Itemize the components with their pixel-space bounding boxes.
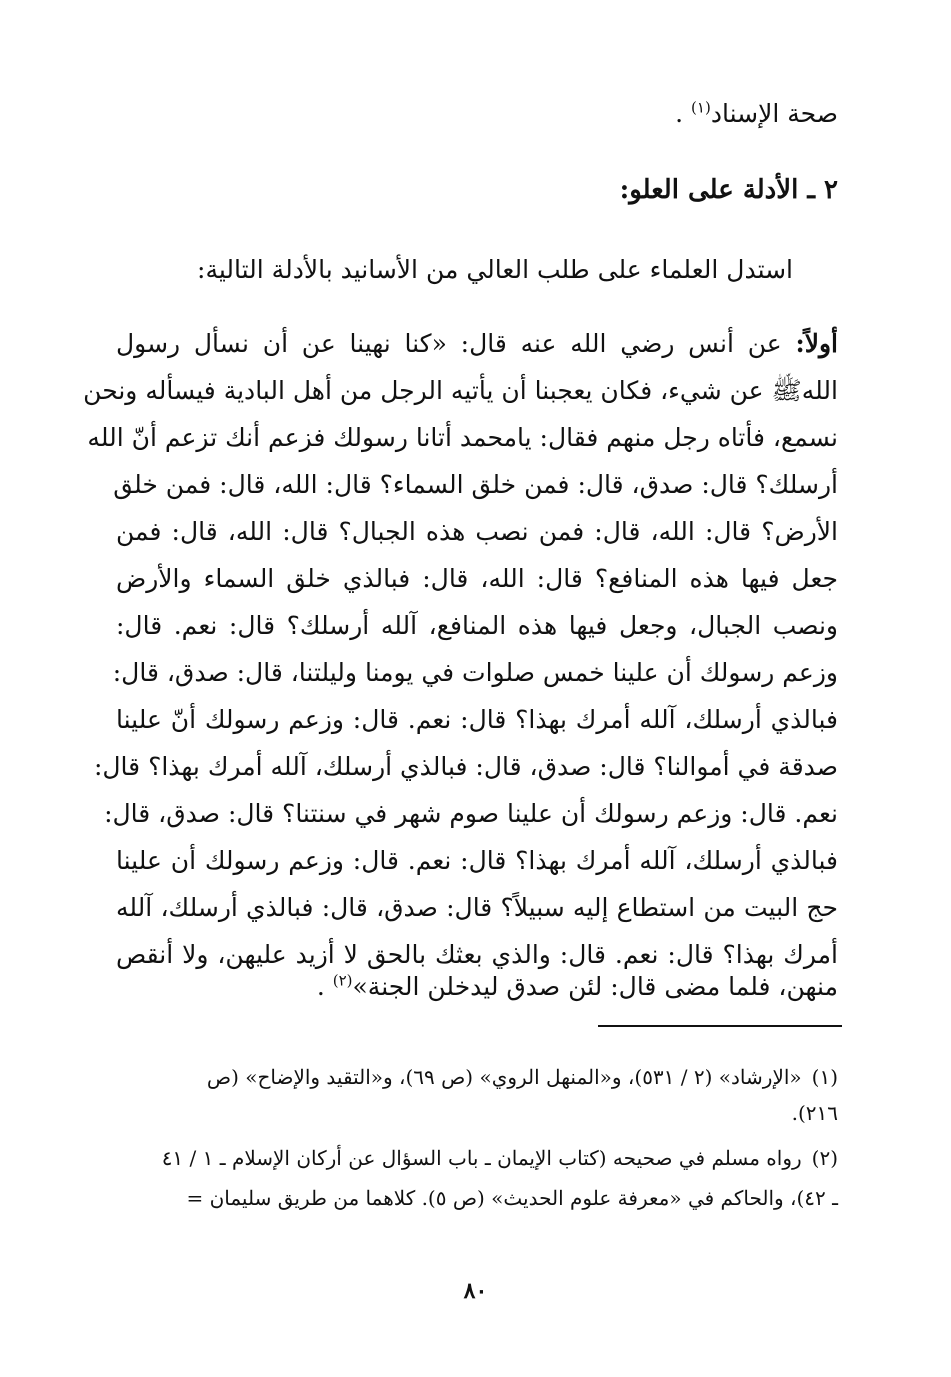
- footnote-1-continuation: ٢١٦).: [791, 1101, 838, 1125]
- body-line: فبالذي أرسلك، آلله أمرك بهذا؟ قال: نعم. قال: وزعم رسولك أن علينا: [116, 846, 838, 875]
- body-line: حج البيت من استطاع إليه سبيلاً؟ قال: صدق، قال: فبالذي أرسلك، آلله: [116, 893, 838, 922]
- footnote-1: [113, 1062, 838, 1092]
- opening-line: [675, 96, 838, 132]
- intro-line: استدل العلماء على طلب العالي من الأسانيد بالأدلة التالية:: [197, 255, 793, 284]
- footnote-2-continuation: ـ ٤٢)، والحاكم في «معرفة علوم الحديث» (ص ٥). كلاهما من طريق سليمان =: [186, 1186, 838, 1210]
- body-last-tail: .: [316, 972, 333, 1001]
- body-line: اللهﷺ عن شيء، فكان يعجبنا أن يأتيه الرجل من أهل البادية فيسأله ونحن: [83, 376, 838, 405]
- body-last-text: منهن، فلما مضى قال: لئن صدق ليدخلن الجنة»: [352, 972, 838, 1001]
- body-line: نسمع، فأتاه رجل منهم فقال: يامحمد أتانا رسولك فزعم أنك تزعم أنّ الله: [87, 423, 838, 452]
- footnote-ref-2[interactable]: (٢): [332, 971, 353, 990]
- footnote-2-number: (٢): [811, 1146, 838, 1170]
- body-line-text: عن أنس رضي الله عنه قال: «كنا نهينا عن أن نسأل رسول: [116, 329, 782, 358]
- footnote-2: [113, 1143, 838, 1173]
- footnote-separator: [598, 1025, 842, 1027]
- body-lead: أولاً:: [795, 329, 838, 358]
- section-heading: ٢ ـ الأدلة على العلو:: [619, 175, 838, 205]
- body-line: جعل فيها هذه المنافع؟ قال: الله، قال: فبالذي خلق السماء والأرض: [116, 564, 838, 593]
- body-last-line: [317, 969, 838, 1005]
- footnote-2-text: رواه مسلم في صحيحه (كتاب الإيمان ـ باب السؤال عن أركان الإسلام ـ ١ / ٤١: [161, 1146, 802, 1170]
- body-line: ونصب الجبال، وجعل فيها هذه المنافع، آلله أرسلك؟ قال: نعم. قال:: [116, 611, 838, 640]
- opening-tail: .: [675, 99, 692, 128]
- body-line: [116, 326, 838, 362]
- page-number: ٨٠: [463, 1278, 488, 1304]
- body-line: فبالذي أرسلك، آلله أمرك بهذا؟ قال: نعم. قال: وزعم رسولك أنّ علينا: [116, 705, 838, 734]
- opening-text: صحة الإسناد: [710, 99, 838, 128]
- body-line: صدقة في أموالنا؟ قال: صدق، قال: فبالذي أرسلك، آلله أمرك بهذا؟ قال:: [93, 752, 838, 781]
- body-line: أرسلك؟ قال: صدق، قال: فمن خلق السماء؟ قال: الله، قال: فمن خلق: [113, 470, 838, 499]
- footnote-1-text: «الإرشاد» (٢ / ٥٣١)، و«المنهل الروي» (ص ٦٩)، و«التقيد والإضاح» (ص: [206, 1065, 802, 1089]
- body-line: الأرض؟ قال: الله، قال: فمن نصب هذه الجبال؟ قال: الله، قال: فمن: [116, 517, 838, 546]
- footnote-ref-1[interactable]: (١): [691, 98, 711, 117]
- body-line: نعم. قال: وزعم رسولك أن علينا صوم شهر في سنتنا؟ قال: صدق، قال:: [104, 799, 838, 828]
- footnote-1-number: (١): [811, 1065, 838, 1089]
- body-line: أمرك بهذا؟ قال: نعم. قال: والذي بعثك بالحق لا أزيد عليهن، ولا أنقص: [116, 940, 838, 969]
- body-line: وزعم رسولك أن علينا خمس صلوات في يومنا وليلتنا، قال: صدق، قال:: [112, 658, 838, 687]
